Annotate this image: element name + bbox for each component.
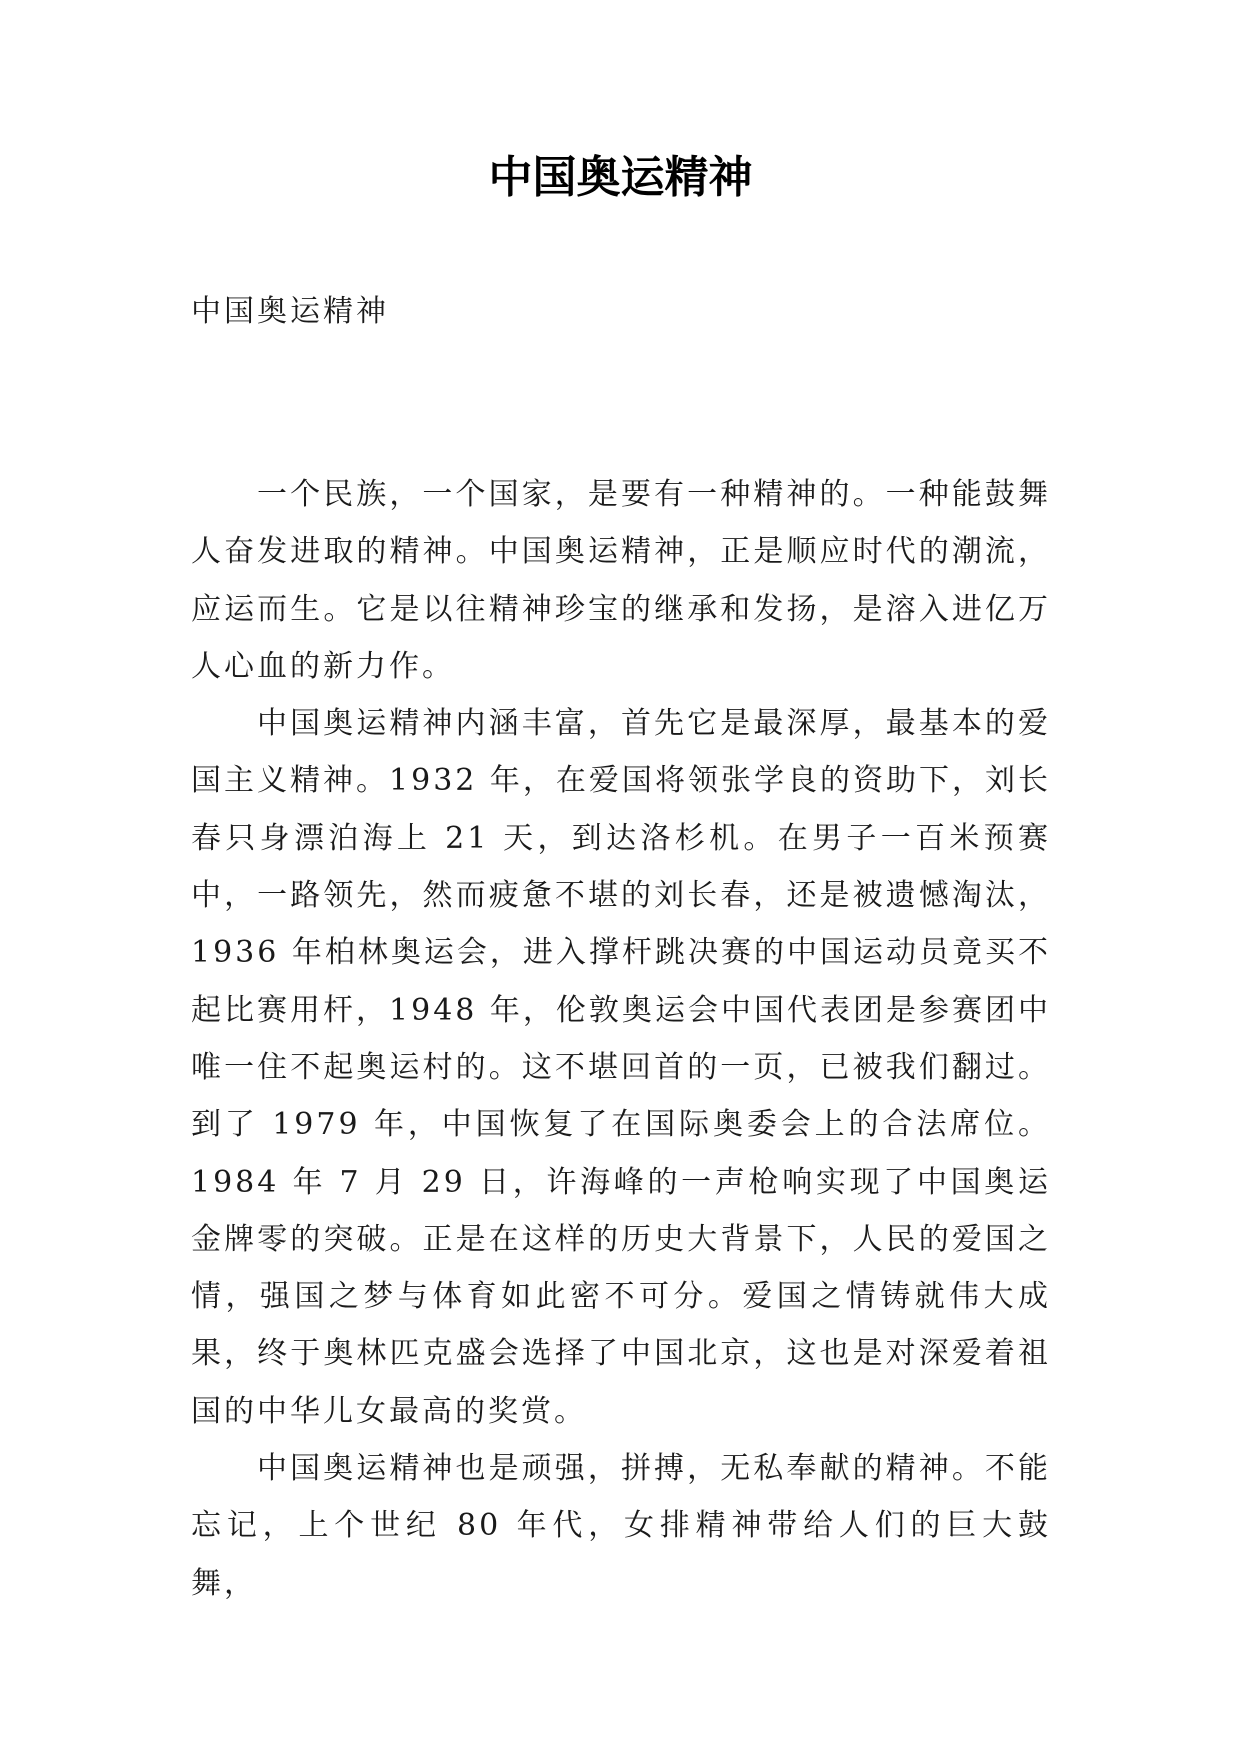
document-title: 中国奥运精神: [488, 152, 753, 203]
document-subtitle: 中国奥运精神: [191, 294, 389, 329]
paragraph-2: 中国奥运精神内涵丰富，首先它是最深厚，最基本的爱国主义精神。1932 年，在爱国将领张学良的资助下，刘长春只身漂泊海上 21 天，到达洛杉机。在男子一百米预赛中，一路领先，然而疲惫不堪的刘长春，还是被遗憾淘汰，1936 年柏林奥运会，进入撑杆跳决赛的中国运动员竟买不起比赛用杆，1948 年，伦敦奥运会中国代表团是参赛团中唯一住不起奥运村的。这不堪回首的一页，已被我们翻过。到了 1979 年，中国恢复了在国际奥委会上的合法席位。1984 年 7 月 29 日，许海峰的一声枪响实现了中国奥运金牌零的突破。正是在这样的历史大背景下，人民的爱国之情，强国之梦与体育如此密不可分。爱国之情铸就伟大成果，终于奥林匹克盛会选择了中国北京，这也是对深爱着祖国的中华儿女最高的奖赏。: [191, 706, 1051, 1429]
paragraph-1: 一个民族，一个国家，是要有一种精神的。一种能鼓舞人奋发进取的精神。中国奥运精神，正是顺应时代的潮流，应运而生。它是以往精神珍宝的继承和发扬，是溶入进亿万人心血的新力作。: [191, 477, 1051, 684]
paragraph-3: 中国奥运精神也是顽强，拼搏，无私奉献的精神。不能忘记，上个世纪 80 年代，女排精神带给人们的巨大鼓舞，: [191, 1451, 1051, 1601]
document-body: [191, 466, 1051, 1612]
